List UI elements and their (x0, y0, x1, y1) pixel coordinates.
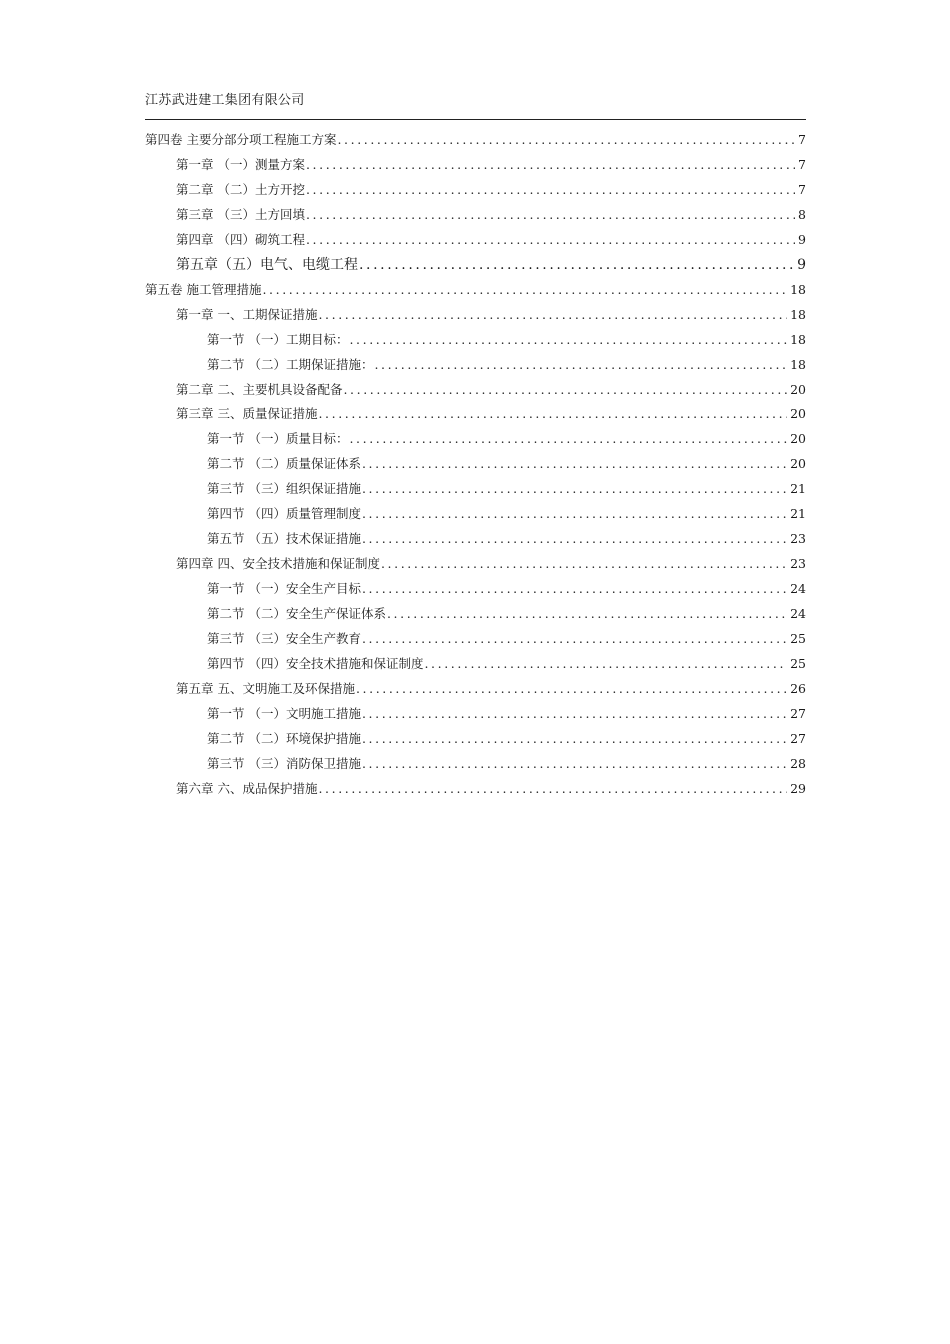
toc-dot-leader (362, 754, 787, 774)
toc-entry-page-number: 7 (798, 156, 806, 172)
toc-entry[interactable] (207, 330, 806, 350)
toc-dot-leader (318, 779, 787, 799)
toc-dot-leader (306, 155, 795, 175)
toc-entry[interactable] (176, 305, 806, 325)
toc-entry-title: 第四章 四、安全技术措施和保证制度 (176, 556, 380, 572)
toc-dot-leader (362, 504, 787, 524)
toc-dot-leader (359, 255, 794, 275)
toc-entry-page-number: 9 (797, 256, 806, 273)
toc-dot-leader (349, 330, 787, 350)
toc-dot-leader (362, 454, 787, 474)
toc-entry-title: 第六章 六、成品保护措施 (176, 780, 318, 796)
toc-dot-leader (362, 479, 787, 499)
toc-entry[interactable] (176, 230, 806, 250)
toc-entry-page-number: 20 (790, 431, 806, 447)
toc-entry-title: 第二章 二、主要机具设备配备 (176, 381, 343, 397)
toc-dot-leader (362, 529, 787, 549)
toc-entry[interactable] (207, 479, 806, 499)
toc-entry-title: 第一节 （一）安全生产目标 (207, 581, 361, 597)
toc-entry[interactable] (145, 130, 806, 150)
toc-entry-title: 第三节 （三）安全生产教育 (207, 631, 361, 646)
toc-entry[interactable] (176, 679, 806, 699)
toc-dot-leader (387, 604, 787, 624)
toc-entry-page-number: 21 (790, 481, 806, 497)
toc-entry[interactable] (207, 529, 806, 549)
header-divider (145, 119, 806, 120)
toc-entry-title: 第四卷 主要分部分项工程施工方案 (145, 132, 337, 147)
toc-entry[interactable] (145, 280, 806, 300)
toc-entry-title: 第五卷 施工管理措施 (145, 281, 262, 297)
toc-dot-leader (381, 554, 787, 574)
toc-entry-page-number: 18 (790, 281, 806, 297)
toc-entry-page-number: 9 (798, 231, 806, 247)
toc-entry-page-number: 25 (790, 631, 806, 646)
toc-entry-page-number: 7 (798, 181, 806, 197)
toc-entry[interactable] (207, 429, 806, 449)
toc-entry-page-number: 18 (790, 356, 806, 372)
toc-dot-leader (318, 404, 787, 424)
toc-entry-title: 第三节 （三）组织保证措施 (207, 481, 361, 497)
toc-entry-page-number: 8 (798, 206, 806, 222)
toc-entry[interactable] (176, 255, 806, 275)
toc-entry[interactable] (207, 729, 806, 749)
toc-entry[interactable] (176, 779, 806, 799)
toc-entry-page-number: 20 (790, 406, 806, 422)
toc-entry-title: 第二节 （二）环境保护措施 (207, 730, 361, 746)
toc-entry-page-number: 7 (798, 132, 806, 147)
toc-entry-title: 第三节 （三）消防保卫措施 (207, 755, 361, 771)
toc-entry-title: 第五章 五、文明施工及环保措施 (176, 680, 355, 696)
toc-dot-leader (262, 280, 787, 300)
toc-dot-leader (362, 704, 787, 724)
toc-dot-leader (349, 429, 787, 449)
toc-entry-title: 第四节 （四）质量管理制度 (207, 506, 361, 522)
toc-entry[interactable] (207, 579, 806, 599)
toc-entry-title: 第一节 （一）质量目标： (207, 431, 349, 447)
page-header-company: 江苏武进建工集团有限公司 (145, 93, 305, 108)
toc-dot-leader (362, 729, 787, 749)
toc-entry-page-number: 24 (790, 581, 806, 597)
toc-entry[interactable] (176, 380, 806, 400)
toc-entry-page-number: 26 (790, 680, 806, 696)
toc-entry[interactable] (207, 654, 806, 674)
toc-entry-title: 第四节 （四）安全技术措施和保证制度 (207, 655, 424, 671)
toc-entry[interactable] (207, 629, 806, 649)
toc-entry-page-number: 18 (790, 306, 806, 322)
toc-entry-title: 第二节 （二）质量保证体系 (207, 456, 361, 472)
toc-entry-title: 第二节 （二）安全生产保证体系 (207, 606, 386, 622)
toc-dot-leader (356, 679, 787, 699)
toc-entry-page-number: 28 (790, 755, 806, 771)
toc-dot-leader (362, 579, 787, 599)
toc-entry-page-number: 27 (790, 705, 806, 721)
toc-entry-page-number: 27 (790, 730, 806, 746)
toc-entry-title: 第二章 （二）土方开挖 (176, 181, 305, 197)
toc-entry[interactable] (176, 554, 806, 574)
toc-entry-page-number: 21 (790, 506, 806, 522)
toc-dot-leader (306, 180, 795, 200)
toc-entry-page-number: 23 (790, 531, 806, 547)
toc-entry[interactable] (207, 454, 806, 474)
toc-dot-leader (306, 230, 795, 250)
toc-entry[interactable] (176, 205, 806, 225)
toc-dot-leader (362, 629, 787, 649)
toc-entry-title: 第一节 （一）文明施工措施 (207, 705, 361, 721)
toc-entry-title: 第一节 （一）工期目标： (207, 331, 349, 347)
toc-dot-leader (343, 380, 787, 400)
toc-entry[interactable] (176, 404, 806, 424)
toc-entry[interactable] (207, 704, 806, 724)
toc-dot-leader (318, 305, 787, 325)
toc-dot-leader (374, 355, 787, 375)
toc-entry-page-number: 24 (790, 606, 806, 622)
toc-entry-title: 第一章 （一）测量方案 (176, 156, 305, 172)
toc-entry-title: 第二节 （二）工期保证措施： (207, 356, 374, 372)
toc-entry-page-number: 23 (790, 556, 806, 572)
toc-entry[interactable] (176, 180, 806, 200)
toc-entry-page-number: 29 (790, 780, 806, 796)
toc-entry-title: 第一章 一、工期保证措施 (176, 306, 318, 322)
toc-entry[interactable] (207, 754, 806, 774)
toc-entry-page-number: 20 (790, 381, 806, 397)
toc-entry-page-number: 20 (790, 456, 806, 472)
toc-entry-page-number: 25 (790, 655, 806, 671)
toc-entry-title: 第四章 （四）砌筑工程 (176, 231, 305, 247)
toc-entry[interactable] (207, 504, 806, 524)
toc-entry[interactable] (207, 604, 806, 624)
toc-entry-page-number: 18 (790, 331, 806, 347)
toc-entry-title: 第五节 （五）技术保证措施 (207, 531, 361, 547)
toc-dot-leader (337, 130, 795, 150)
toc-entry-title: 第三章 （三）土方回填 (176, 206, 305, 222)
toc-dot-leader (306, 205, 795, 225)
toc-entry[interactable] (176, 155, 806, 175)
toc-entry-title: 第三章 三、质量保证措施 (176, 406, 318, 422)
toc-entry-title: 第五章（五）电气、电缆工程 (176, 256, 358, 273)
toc-dot-leader (424, 654, 787, 674)
toc-entry[interactable] (207, 355, 806, 375)
